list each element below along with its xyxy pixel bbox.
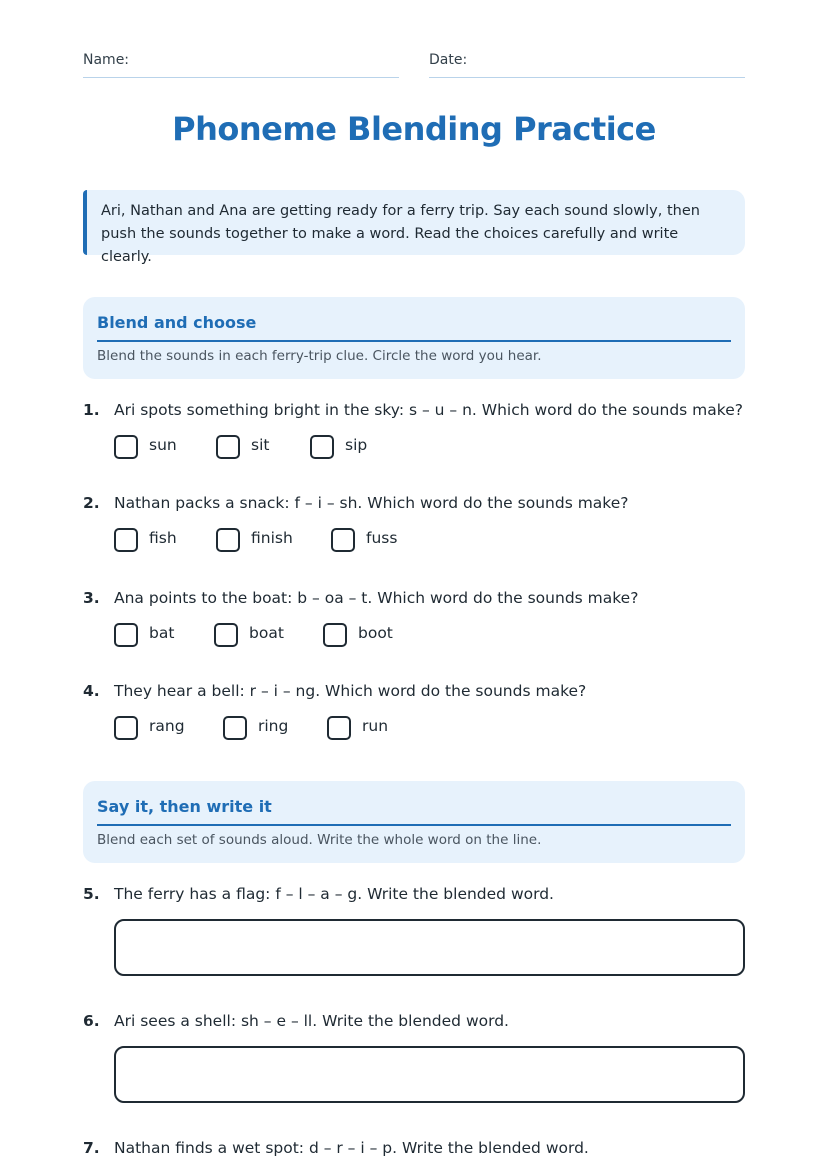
question-number: 5. <box>83 885 100 903</box>
answer-box[interactable] <box>114 919 745 976</box>
section-title: Blend and choose <box>97 311 731 342</box>
intro-callout: Ari, Nathan and Ana are getting ready for a ferry trip. Say each sound slowly, then push the sounds together to make a word. Read the choices carefully and write clearly. <box>83 190 745 255</box>
page-title: Phoneme Blending Practice <box>172 110 656 148</box>
checkbox-icon[interactable] <box>114 528 138 552</box>
question-number: 4. <box>83 682 100 700</box>
answer-options <box>114 528 734 556</box>
answer-options <box>114 716 734 744</box>
question-number: 7. <box>83 1139 100 1157</box>
checkbox-icon[interactable] <box>323 623 347 647</box>
section-subtitle: Blend the sounds in each ferry-trip clue. Circle the word you hear. <box>97 348 542 364</box>
checkbox-icon[interactable] <box>114 623 138 647</box>
section-subtitle: Blend each set of sounds aloud. Write the whole word on the line. <box>97 832 542 848</box>
checkbox-icon[interactable] <box>310 435 334 459</box>
date-label: Date: <box>429 52 468 68</box>
question-text: Ari sees a shell: sh – e – ll. Write the blended word. <box>114 1012 509 1030</box>
question-text: Nathan finds a wet spot: d – r – i – p. Write the blended word. <box>114 1139 589 1157</box>
name-label: Name: <box>83 52 130 68</box>
option-label: fish <box>149 529 177 547</box>
checkbox-icon[interactable] <box>223 716 247 740</box>
name-field[interactable] <box>83 52 399 78</box>
option-label: fuss <box>366 529 398 547</box>
answer-box[interactable] <box>114 1046 745 1103</box>
option-label: rang <box>149 717 185 735</box>
option-label: sit <box>251 436 270 454</box>
question-text: The ferry has a flag: f – l – a – g. Write the blended word. <box>114 885 554 903</box>
answer-options <box>114 623 734 651</box>
checkbox-icon[interactable] <box>216 435 240 459</box>
section-blend-and-choose <box>83 297 745 379</box>
question-text: They hear a bell: r – i – ng. Which word do the sounds make? <box>114 682 587 700</box>
option-label: finish <box>251 529 293 547</box>
checkbox-icon[interactable] <box>216 528 240 552</box>
date-field[interactable] <box>429 52 745 78</box>
checkbox-icon[interactable] <box>327 716 351 740</box>
question-number: 6. <box>83 1012 100 1030</box>
header-row <box>83 52 745 78</box>
option-label: boat <box>249 624 284 642</box>
question-number: 1. <box>83 401 100 419</box>
option-label: bat <box>149 624 175 642</box>
checkbox-icon[interactable] <box>214 623 238 647</box>
section-title: Say it, then write it <box>97 795 731 826</box>
checkbox-icon[interactable] <box>114 716 138 740</box>
question-text: Ari spots something bright in the sky: s – u – n. Which word do the sounds make? <box>114 401 743 419</box>
question-number: 3. <box>83 589 100 607</box>
option-label: run <box>362 717 389 735</box>
checkbox-icon[interactable] <box>331 528 355 552</box>
option-label: sun <box>149 436 177 454</box>
question-number: 2. <box>83 494 100 512</box>
option-label: sip <box>345 436 368 454</box>
option-label: boot <box>358 624 393 642</box>
question-text: Ana points to the boat: b – oa – t. Which word do the sounds make? <box>114 589 639 607</box>
checkbox-icon[interactable] <box>114 435 138 459</box>
answer-options <box>114 435 734 463</box>
option-label: ring <box>258 717 289 735</box>
question-text: Nathan packs a snack: f – i – sh. Which word do the sounds make? <box>114 494 629 512</box>
section-say-then-write <box>83 781 745 863</box>
